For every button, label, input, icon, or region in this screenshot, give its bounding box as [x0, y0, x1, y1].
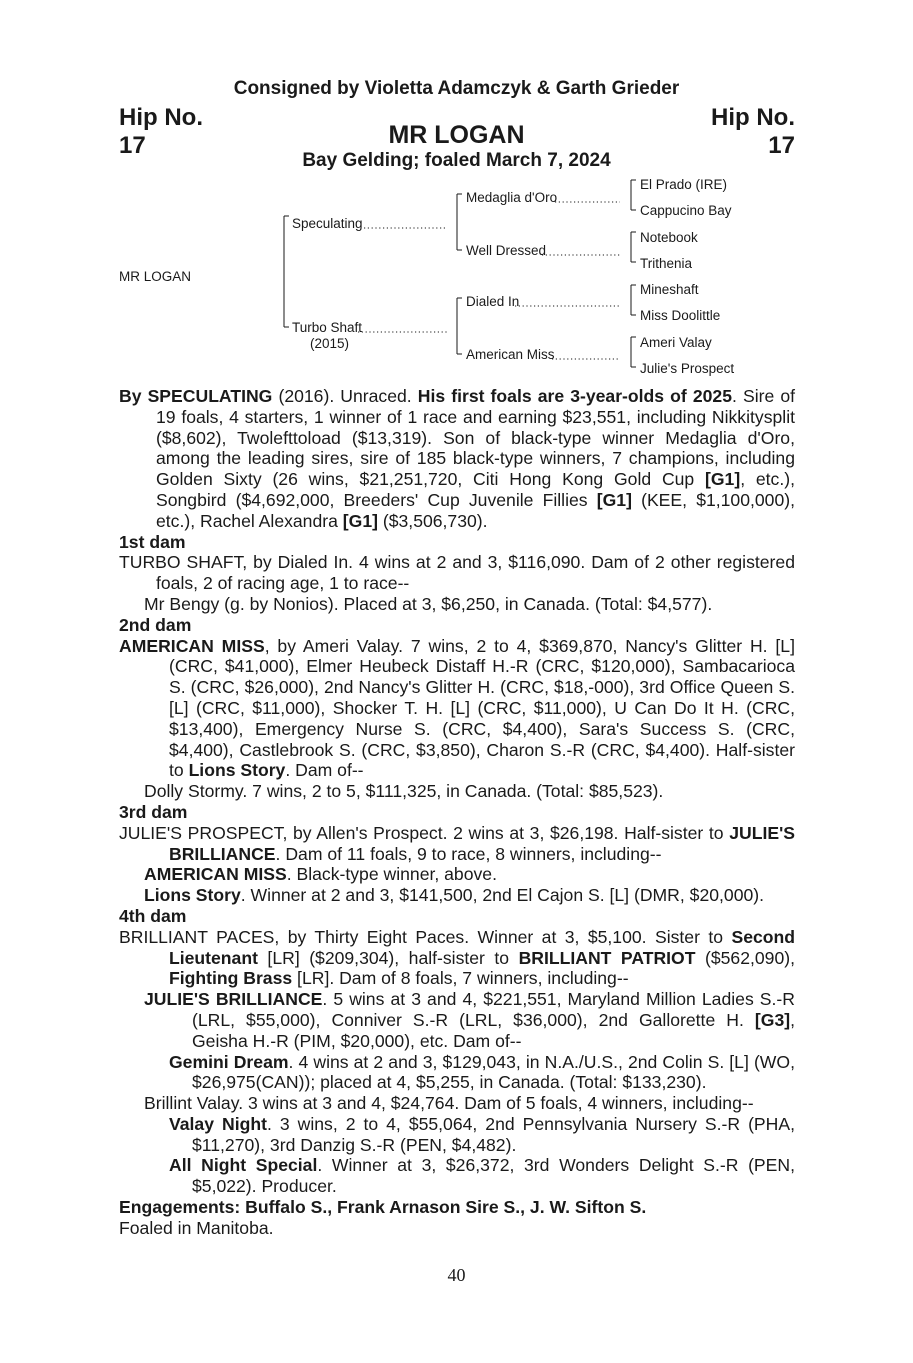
pedigree-subject: MR LOGAN — [119, 269, 192, 284]
sire-text: , etc.), Songbird ($4,692,000, Breeders' Cup Juvenile Fillies — [156, 469, 795, 510]
dam2-paragraph — [119, 636, 795, 782]
dam3-foal-name: AMERICAN MISS — [144, 864, 287, 885]
catalog-text — [119, 386, 795, 1239]
hip-label: Hip No. — [711, 104, 795, 131]
pedigree-gen3: El Prado (IRE) — [640, 177, 728, 192]
dam3-foal — [119, 864, 795, 885]
first-foals-note: His first foals are 3-year-olds of 2025 — [417, 386, 732, 406]
dam2-name: AMERICAN MISS — [119, 635, 265, 656]
pedigree-gen3: Trithenia — [640, 256, 693, 271]
dam4-sister: Second Lieutenant — [169, 926, 795, 968]
dam4-half-sister: Fighting Brass — [169, 968, 293, 989]
sire-text: (2016). Unraced. — [272, 386, 418, 406]
dam4-text: BRILLIANT PACES, by Thirty Eight Paces. Winner at 3, $5,100. Sister to — [119, 926, 732, 947]
dam4-foal-text: . 4 wins at 2 and 3, $129,043, in N.A./U.S., 2nd Colin S. [L] (WO, $26,975(CAN)); placed at 4, $5,255, in Canada. (Total: $133,230). — [192, 1051, 795, 1093]
dam4-granddaughter — [119, 1052, 795, 1094]
pedigree-gen3: Ameri Valay — [640, 335, 712, 350]
dam3-heading: 3rd dam — [119, 801, 188, 822]
dam2-half-sister: Lions Story — [188, 760, 286, 781]
pedigree-gen3: Miss Doolittle — [640, 308, 721, 323]
engagements: Engagements: Buffalo S., Frank Arnason Sire S., J. W. Sifton S. — [119, 1197, 647, 1218]
dam4-foal-name: Valay Night — [169, 1113, 267, 1134]
dam4-text: [LR]. Dam of 8 foals, 7 winners, including-- — [292, 968, 629, 989]
pedigree-chart — [0, 170, 913, 385]
dam4-half-sister: BRILLIANT PATRIOT — [518, 947, 696, 968]
grade-tag: [G1] — [342, 510, 378, 531]
dam3-half-sister: JULIE'S BRILLIANCE — [169, 822, 795, 864]
foaled-in: Foaled in Manitoba. — [119, 1217, 274, 1238]
dam2-foal: Dolly Stormy. 7 wins, 2 to 5, $111,325, in Canada. (Total: $85,523). — [144, 781, 664, 802]
dam3-foal-text: . Winner at 2 and 3, $141,500, 2nd El Cajon S. [L] (DMR, $20,000). — [240, 885, 765, 906]
dam3-paragraph — [119, 823, 795, 865]
dam4-foal-text: . 5 wins at 3 and 4, $221,551, Maryland Million Ladies S.-R (LRL, $55,000), Conniver S.-R (LRL, $36,000), 2nd Gallorette H. — [192, 989, 795, 1030]
sire-lead: By SPECULATING — [119, 386, 273, 406]
dam4-foal-name: All Night Special — [169, 1155, 318, 1176]
dam4-foal-name: JULIE'S BRILLIANCE — [144, 989, 323, 1010]
grade-tag: [G3] — [754, 1009, 791, 1030]
dam1-paragraph: TURBO SHAFT, by Dialed In. 4 wins at 2 and 3, $116,090. Dam of 2 other registered foals, 2 of racing age, 1 to race-- — [119, 552, 795, 594]
dam3-foal — [119, 885, 795, 906]
dam4-granddaughter — [119, 1114, 795, 1156]
sire-text: (KEE, $1,100,000), etc.), Rachel Alexandra — [156, 489, 795, 531]
dam4-foal — [119, 989, 795, 1051]
dam2-heading: 2nd dam — [119, 614, 192, 635]
pedigree-sire-sire: Medaglia d'Oro — [466, 190, 558, 205]
grade-tag: [G1] — [596, 489, 632, 510]
hip-value: 17 — [119, 132, 146, 159]
dam2-text: , by Ameri Valay. 7 wins, 2 to 4, $369,870, Nancy's Glitter H. [L] (CRC, $41,000), Elmer Heubeck Distaff H.-R (CRC, $120,000), Sambacarioca S. (CRC, $26,000), 2nd Nancy's Glitter H. (CRC, $18,-000), 3rd Office Queen S. [L] (CRC, $11,000), Shocker T. H. [L] (CRC, $11,000), U Can Do It H. (CRC, $13,400), Emergency Nurse S. (CRC, $4,400), Sara's Success S. (CRC, $4,400), Castlebrook S. (CRC, $3,850), Charon S.-R (CRC, $4,400). Half-sister to — [169, 635, 795, 781]
dam4-text: [LR] ($209,304), half-sister to — [257, 947, 519, 968]
dam2-text: . Dam of-- — [285, 760, 364, 781]
dam3-text: . Dam of 11 foals, 9 to race, 8 winners, including-- — [275, 843, 662, 864]
dam3-text: JULIE'S PROSPECT, by Allen's Prospect. 2 wins at 3, $26,198. Half-sister to — [119, 822, 730, 843]
dam1-foal: Mr Bengy (g. by Nonios). Placed at 3, $6,250, in Canada. (Total: $4,577). — [144, 593, 713, 614]
dam4-paragraph — [119, 927, 795, 989]
hip-value: 17 — [768, 132, 795, 159]
sire-text: ($3,506,730). — [377, 510, 488, 531]
dam4-heading: 4th dam — [119, 905, 187, 926]
pedigree-gen3: Mineshaft — [640, 282, 699, 297]
pedigree-dam: Turbo Shaft — [292, 320, 363, 335]
pedigree-gen3: Julie's Prospect — [640, 361, 735, 376]
consignor-line: Consigned by Violetta Adamczyk & Garth Grieder — [233, 78, 680, 99]
dam4-foal-text: . 3 wins, 2 to 4, $55,064, 2nd Pennsylvania Nursery S.-R (PHA, $11,270), 3rd Danzig S.-R (PEN, $4,482). — [192, 1113, 795, 1155]
dam4-granddaughter — [119, 1155, 795, 1197]
horse-description: Bay Gelding; foaled March 7, 2024 — [302, 150, 611, 171]
pedigree-dam-year: (2015) — [310, 336, 350, 351]
pedigree-gen3: Cappucino Bay — [640, 203, 732, 218]
dam3-foal-text: . Black-type winner, above. — [286, 864, 497, 885]
dam4-foal-name: Gemini Dream — [169, 1051, 289, 1072]
dam4-foal: Brillint Valay. 3 wins at 3 and 4, $24,764. Dam of 5 foals, 4 winners, including-- — [144, 1093, 754, 1114]
dam4-foal-text: . Winner at 3, $26,372, 3rd Wonders Delight S.-R (PEN, $5,022). Producer. — [192, 1155, 795, 1197]
hip-label: Hip No. — [119, 104, 203, 131]
sire-text: . Sire of 19 foals, 4 starters, 1 winner of 1 race and earning $23,551, including Nikkitysplit ($8,602), Twolefttoload ($13,319). Son of black-type winner Medaglia d'Oro, among the leading sires, sire of 185 black-type winners, 7 champions, including Golden Sixty (26 wins, $21,251,720, Citi Hong Kong Gold Cup — [156, 386, 795, 490]
dam1-heading: 1st dam — [119, 531, 186, 552]
horse-name: MR LOGAN — [388, 121, 525, 149]
pedigree-gen3: Notebook — [640, 230, 698, 245]
pedigree-dam-dam: American Miss — [466, 347, 555, 362]
dam4-text: ($562,090), — [695, 947, 795, 968]
dam3-foal-name: Lions Story — [144, 885, 241, 906]
pedigree-sire: Speculating — [292, 216, 363, 231]
page-number: 40 — [447, 1265, 466, 1285]
dam4-foal-text: , Geisha H.-R (PIM, $20,000), etc. Dam of-- — [192, 1009, 795, 1051]
grade-tag: [G1] — [705, 469, 741, 490]
sire-paragraph — [119, 386, 795, 532]
pedigree-dam-sire: Dialed In — [466, 294, 520, 309]
pedigree-sire-dam: Well Dressed — [466, 243, 547, 258]
